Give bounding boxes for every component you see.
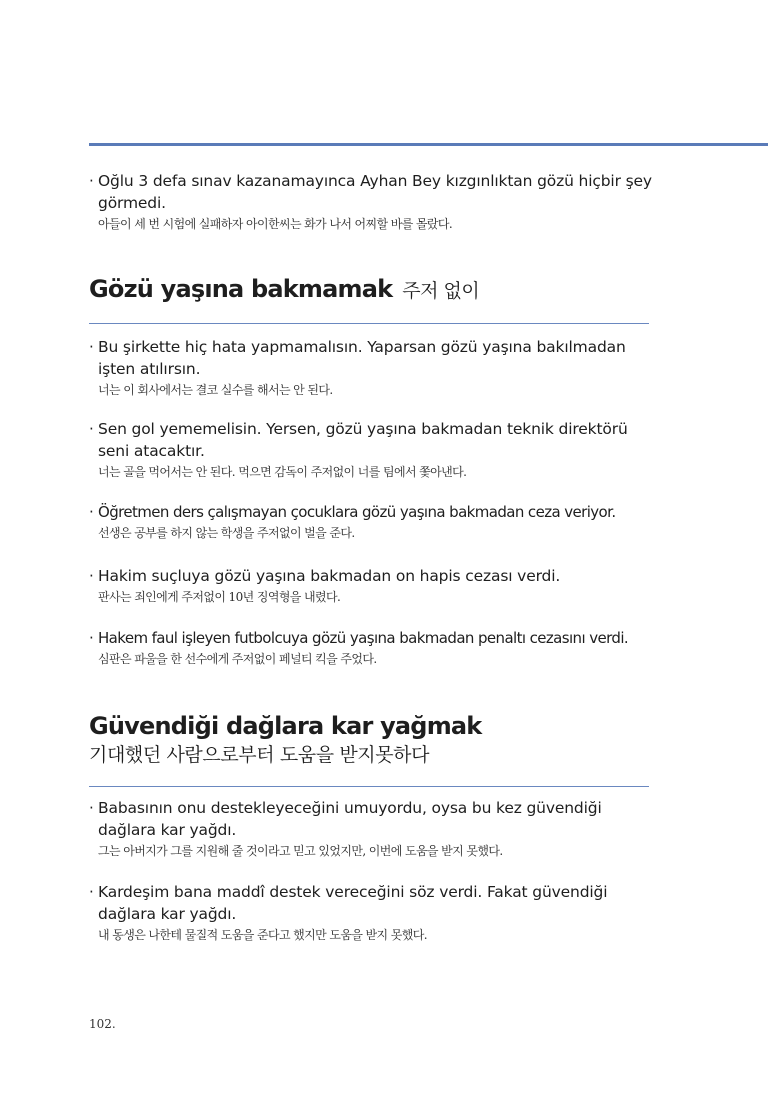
heading-turkish: Güvendiği dağlara kar yağmak (89, 712, 482, 740)
example-block (89, 336, 657, 399)
turkish-sentence: Hakim suçluya gözü yaşına bakmadan on hapis cezası verdi. (98, 567, 561, 585)
section-divider (89, 786, 649, 787)
heading-korean: 주저 없이 (402, 280, 480, 302)
section-heading (89, 710, 481, 768)
example-item (89, 336, 657, 399)
korean-translation: 너는 이 회사에서는 결코 실수를 해서는 안 된다. (98, 383, 333, 397)
example-item (89, 170, 657, 233)
turkish-sentence: Babasının onu destekleyeceğini umuyordu, oysa bu kez güvendiği dağlara kar yağdı. (98, 799, 602, 839)
korean-translation: 내 동생은 나한테 물질적 도움을 준다고 했지만 도움을 받지 못했다. (98, 928, 427, 942)
example-item (89, 418, 657, 481)
example-item (89, 881, 657, 944)
heading-korean: 기대했던 사람으로부터 도움을 받지못하다 (89, 744, 430, 766)
bullet: · (89, 883, 94, 901)
bullet: · (89, 629, 94, 647)
example-item (89, 501, 689, 542)
korean-translation: 아들이 세 번 시험에 실패하자 아이한씨는 화가 나서 어찌할 바를 몰랐다. (98, 217, 453, 231)
bullet: · (89, 503, 94, 521)
bullet: · (89, 172, 94, 190)
example-block (89, 170, 657, 233)
example-block (89, 501, 689, 542)
example-block (89, 418, 657, 481)
example-item (89, 565, 657, 606)
bullet: · (89, 567, 94, 585)
turkish-sentence: Sen gol yememelisin. Yersen, gözü yaşına bakmadan teknik direktörü seni atacaktır. (98, 420, 628, 460)
korean-translation: 선생은 공부를 하지 않는 학생을 주저없이 벌을 준다. (98, 526, 355, 540)
korean-translation: 그는 아버지가 그를 지원해 줄 것이라고 믿고 있었지만, 이번에 도움을 받지 못했다. (98, 844, 503, 858)
turkish-sentence: Bu şirkette hiç hata yapmamalısın. Yaparsan gözü yaşına bakılmadan işten atılırsın. (98, 338, 626, 378)
top-divider (89, 143, 768, 146)
example-block (89, 627, 689, 668)
turkish-sentence: Kardeşim bana maddî destek vereceğini söz verdi. Fakat güvendiği dağlara kar yağdı. (98, 883, 608, 923)
korean-translation: 너는 골을 먹어서는 안 된다. 먹으면 감독이 주저없이 너를 팀에서 쫓아낸다. (98, 465, 467, 479)
heading-turkish: Gözü yaşına bakmamak (89, 275, 393, 303)
bullet: · (89, 420, 94, 438)
example-block (89, 881, 657, 944)
example-block (89, 565, 657, 606)
korean-translation: 심판은 파울을 한 선수에게 주저없이 페널티 킥을 주었다. (98, 652, 377, 666)
bullet: · (89, 338, 94, 356)
korean-translation: 판사는 죄인에게 주저없이 10년 징역형을 내렸다. (98, 590, 341, 604)
example-item (89, 627, 689, 668)
section-divider (89, 323, 649, 324)
turkish-sentence: Hakem faul işleyen futbolcuya gözü yaşına bakmadan penaltı cezasını verdi. (98, 629, 629, 647)
bullet: · (89, 799, 94, 817)
example-block (89, 797, 657, 860)
turkish-sentence: Oğlu 3 defa sınav kazanamayınca Ayhan Bey kızgınlıktan gözü hiçbir şey görmedi. (98, 172, 652, 212)
section-heading (89, 273, 479, 305)
example-item (89, 797, 657, 860)
turkish-sentence: Öğretmen ders çalışmayan çocuklara gözü yaşına bakmadan ceza veriyor. (98, 503, 616, 521)
page-number: 102. (89, 1017, 116, 1031)
